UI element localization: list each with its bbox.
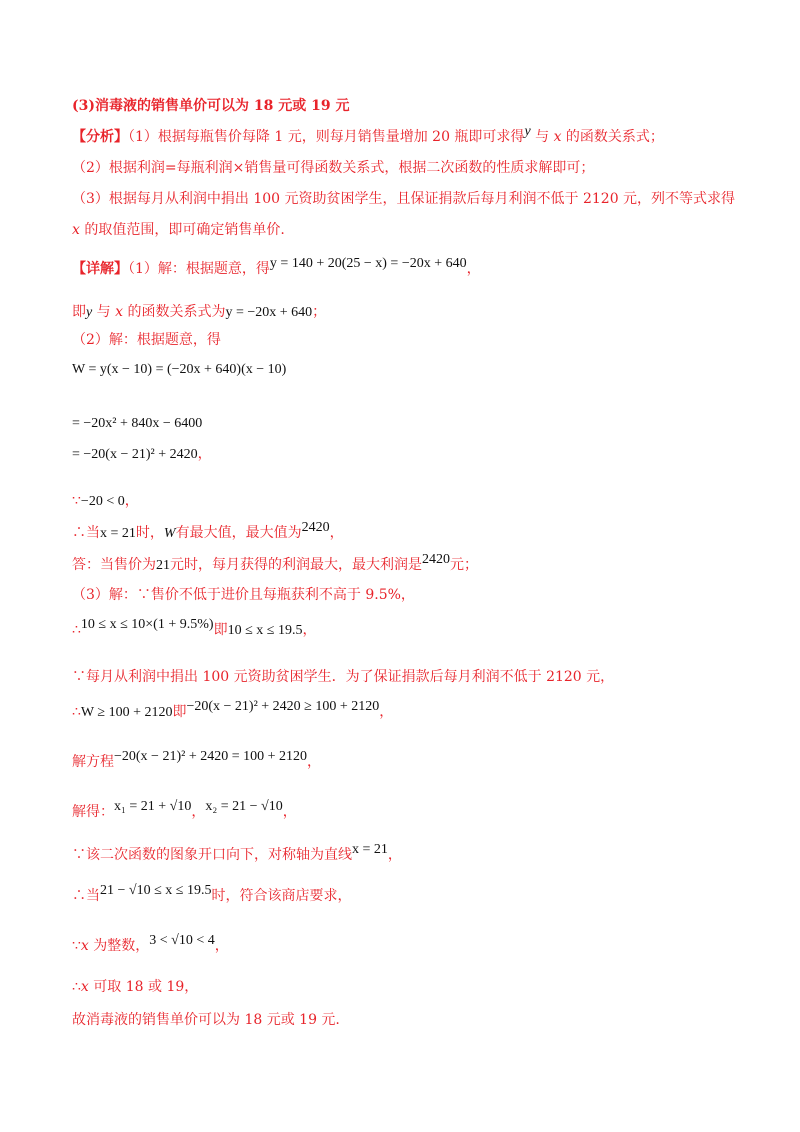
detail-integer <box>72 933 229 957</box>
text: 可取 18 或 19， <box>88 979 199 995</box>
analysis-text: （1）根据每瓶售价每降 1 元，则每月销售量增加 20 瓶即可求得 <box>128 129 525 145</box>
inequality: W ≥ 100 + 2120 <box>80 705 173 720</box>
var-x: x <box>80 979 89 995</box>
text: （3）解：∵售价不低于进价且每瓶获利不高于 9.5%， <box>72 587 415 603</box>
equation: −20(x − 21)² + 2420 = 100 + 2120 <box>114 749 307 764</box>
text: 时，符合该商店要求， <box>211 888 352 904</box>
analysis-text-2: （2）根据利润=每瓶利润×销售量可得函数关系式，根据二次函数的性质求解即可； <box>72 160 595 176</box>
detail-conclusion <box>72 1010 340 1030</box>
text: 为整数， <box>88 938 150 954</box>
punct: ， <box>214 938 229 954</box>
detail-line-2 <box>72 302 326 323</box>
text: （2）解：根据题意，得 <box>72 332 221 348</box>
analysis-line-2 <box>72 158 594 178</box>
var-y: y <box>86 305 93 320</box>
analysis-text-4: 的取值范围，即可确定销售单价. <box>79 222 285 238</box>
punct: ， <box>466 261 481 277</box>
analysis-tag: 【分析】 <box>72 129 128 145</box>
detail-because <box>72 491 139 512</box>
text: ∵该二次函数的图象开口向下，对称轴为直线 <box>72 847 352 863</box>
var-y: y <box>524 124 531 139</box>
punct: ， <box>379 704 394 720</box>
text: 时， <box>135 525 164 541</box>
because-symbol: ∵ <box>72 493 81 509</box>
punct: ， <box>329 525 344 541</box>
analysis-line-3 <box>72 189 735 209</box>
detail-line-1 <box>72 256 481 280</box>
text-relation: 的函数关系式； <box>561 129 664 145</box>
text: 元时，每月获得的利润最大，最大利润是 <box>170 557 422 573</box>
detail-inequality <box>72 699 394 723</box>
equation: x = 21 <box>352 842 388 857</box>
root-2: x₂ = 21 − √10 <box>205 799 283 814</box>
var-w: W <box>163 526 176 541</box>
var-x: x <box>115 304 124 320</box>
detail-roots <box>72 799 297 823</box>
inequality: −20 < 0 <box>80 494 125 509</box>
text: 即 <box>172 704 187 720</box>
inequality: −20(x − 21)² + 2420 ≥ 100 + 2120 <box>186 699 380 714</box>
punct: ， <box>124 493 139 509</box>
text-with: 与 <box>530 129 554 145</box>
equation: = −20x² + 840x − 6400 <box>72 416 203 431</box>
math-line-vertex <box>72 444 212 465</box>
value: 2420 <box>422 552 450 567</box>
detail-choose <box>72 977 198 997</box>
detail-interval <box>72 883 352 907</box>
punct: ， <box>302 622 317 638</box>
punct: ， <box>191 804 206 820</box>
text: 即 <box>213 622 228 638</box>
text: 与 <box>92 304 116 320</box>
root-1: x₁ = 21 + √10 <box>114 799 192 814</box>
text: 有最大值，最大值为 <box>175 525 302 541</box>
because-symbol: ∵ <box>72 938 81 954</box>
inequality: 10 ≤ x ≤ 10×(1 + 9.5%) <box>80 617 214 632</box>
text: 答：当售价为 <box>72 557 156 573</box>
therefore-symbol: ∴ <box>72 704 81 720</box>
therefore-symbol: ∴ <box>72 622 81 638</box>
detail-line-3 <box>72 330 221 350</box>
inequality: 3 < √10 < 4 <box>149 933 215 948</box>
math-line-expand <box>72 413 202 434</box>
detail-solve <box>72 749 321 773</box>
detail-text: （1）解：根据题意，得 <box>128 261 270 277</box>
analysis-text-3: （3）根据每月从利润中捐出 100 元资助贫困学生，且保证捐款后每月利润不低于 2120 元，列不等式求得 <box>72 191 736 207</box>
answer-line-3 <box>72 96 349 116</box>
value: 2420 <box>301 520 330 535</box>
math-line-w <box>72 359 286 380</box>
text: 解方程 <box>72 754 114 770</box>
text: 故消毒液的销售单价可以为 18 元或 19 元. <box>72 1012 340 1028</box>
detail-part3 <box>72 585 415 605</box>
text: ∴当 <box>72 888 100 904</box>
punct: ， <box>387 847 402 863</box>
therefore-symbol: ∴ <box>72 979 81 995</box>
equation: y = 140 + 20(25 − x) = −20x + 640 <box>269 256 467 271</box>
text: 元； <box>450 557 478 573</box>
equation: x = 21 <box>100 526 136 541</box>
text: ∴当 <box>72 525 100 541</box>
analysis-line-1 <box>72 124 664 148</box>
detail-range <box>72 617 317 641</box>
equation: y = −20x + 640 <box>225 305 313 320</box>
analysis-line-4 <box>72 220 285 240</box>
equation: = −20(x − 21)² + 2420 <box>72 447 198 462</box>
detail-tag: 【详解】 <box>72 261 128 277</box>
inequality: 10 ≤ x ≤ 19.5 <box>227 623 303 638</box>
answer-text: (3)消毒液的销售单价可以为 18 元或 19 元 <box>72 98 350 114</box>
text: 即 <box>72 304 86 320</box>
var-x: x <box>553 129 562 145</box>
detail-axis <box>72 842 402 866</box>
punct: ； <box>312 304 327 320</box>
value: 21 <box>156 558 170 573</box>
text: ∵每月从利润中捐出 100 元资助贫困学生．为了保证捐款后每月利润不低于 2120 元， <box>72 669 615 685</box>
detail-max <box>72 520 344 544</box>
text: 解得： <box>72 804 114 820</box>
var-x: x <box>72 222 80 238</box>
equation: W = y(x − 10) = (−20x + 640)(x − 10) <box>72 362 287 377</box>
punct: ， <box>282 804 297 820</box>
detail-donation <box>72 667 614 687</box>
inequality: 21 − √10 ≤ x ≤ 19.5 <box>100 883 212 898</box>
punct: ， <box>307 754 321 770</box>
punct: ， <box>197 446 212 462</box>
var-x: x <box>80 938 89 954</box>
detail-answer <box>72 552 478 576</box>
text: 的函数关系式为 <box>123 304 226 320</box>
